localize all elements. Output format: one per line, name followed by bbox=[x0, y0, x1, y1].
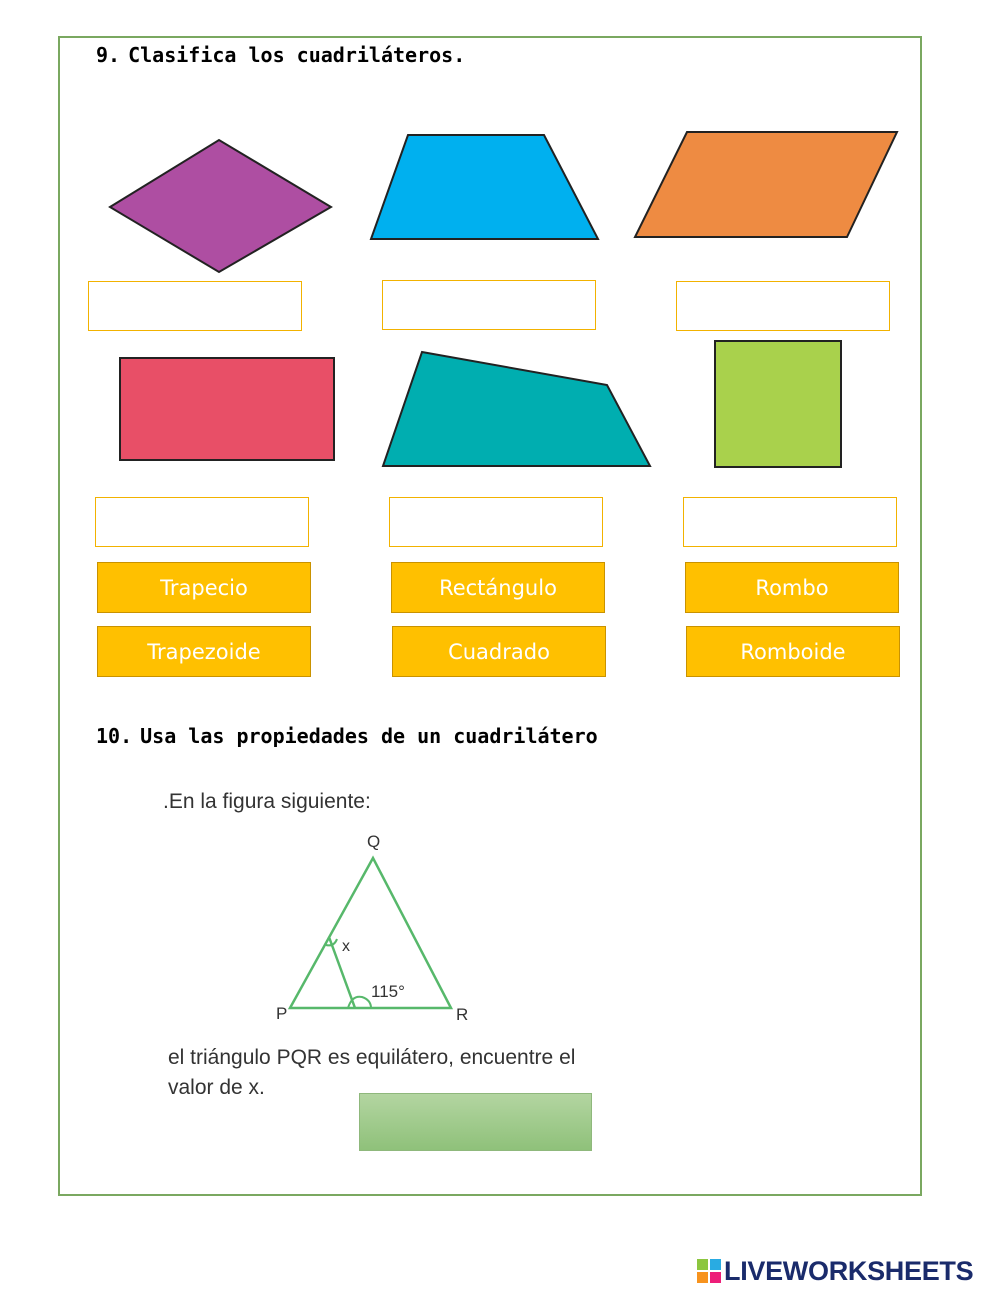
answer-box-3[interactable] bbox=[676, 281, 890, 331]
option-romboide[interactable]: Romboide bbox=[686, 626, 900, 677]
angle-x-label: x bbox=[342, 938, 350, 955]
trapezoid-shape bbox=[366, 130, 602, 245]
question-9-title bbox=[96, 43, 465, 67]
answer-box-5[interactable] bbox=[389, 497, 603, 547]
vertex-q-label: Q bbox=[367, 832, 381, 851]
answer-box-6[interactable] bbox=[683, 497, 897, 547]
statement-line-1: el triángulo PQR es equilátero, encuentre el bbox=[168, 1046, 576, 1069]
rhombus-shape bbox=[105, 135, 337, 277]
figure-intro-text: .En la figura siguiente: bbox=[163, 790, 371, 813]
rectangle-shape bbox=[116, 354, 338, 464]
option-cuadrado[interactable]: Cuadrado bbox=[392, 626, 606, 677]
question-10-number: 10. bbox=[96, 724, 133, 748]
angle-115-label: 115° bbox=[371, 982, 405, 1001]
square-shape bbox=[711, 337, 845, 471]
liveworksheets-brand bbox=[697, 1256, 973, 1286]
option-trapecio[interactable]: Trapecio bbox=[97, 562, 311, 613]
answer-box-2[interactable] bbox=[382, 280, 596, 330]
x-answer-input[interactable] bbox=[359, 1093, 592, 1151]
question-10-text: Usa las propiedades de un cuadrilátero bbox=[140, 724, 598, 748]
question-9-text: Clasifica los cuadriláteros. bbox=[128, 43, 466, 67]
question-10-title bbox=[96, 724, 598, 748]
irregular-trapezoid-shape bbox=[378, 347, 655, 471]
vertex-p-label: P bbox=[276, 1004, 288, 1023]
brand-text: LIVEWORKSHEETS bbox=[724, 1255, 974, 1286]
liveworksheets-logo-icon bbox=[697, 1259, 721, 1283]
option-rombo[interactable]: Rombo bbox=[685, 562, 899, 613]
vertex-r-label: R bbox=[456, 1005, 469, 1024]
parallelogram-shape bbox=[630, 127, 902, 242]
triangle-figure bbox=[270, 825, 480, 1030]
question-9-number: 9. bbox=[96, 43, 121, 67]
statement-line-2: valor de x. bbox=[168, 1076, 265, 1099]
answer-box-1[interactable] bbox=[88, 281, 302, 331]
option-trapezoide[interactable]: Trapezoide bbox=[97, 626, 311, 677]
answer-box-4[interactable] bbox=[95, 497, 309, 547]
option-rectangulo[interactable]: Rectángulo bbox=[391, 562, 605, 613]
